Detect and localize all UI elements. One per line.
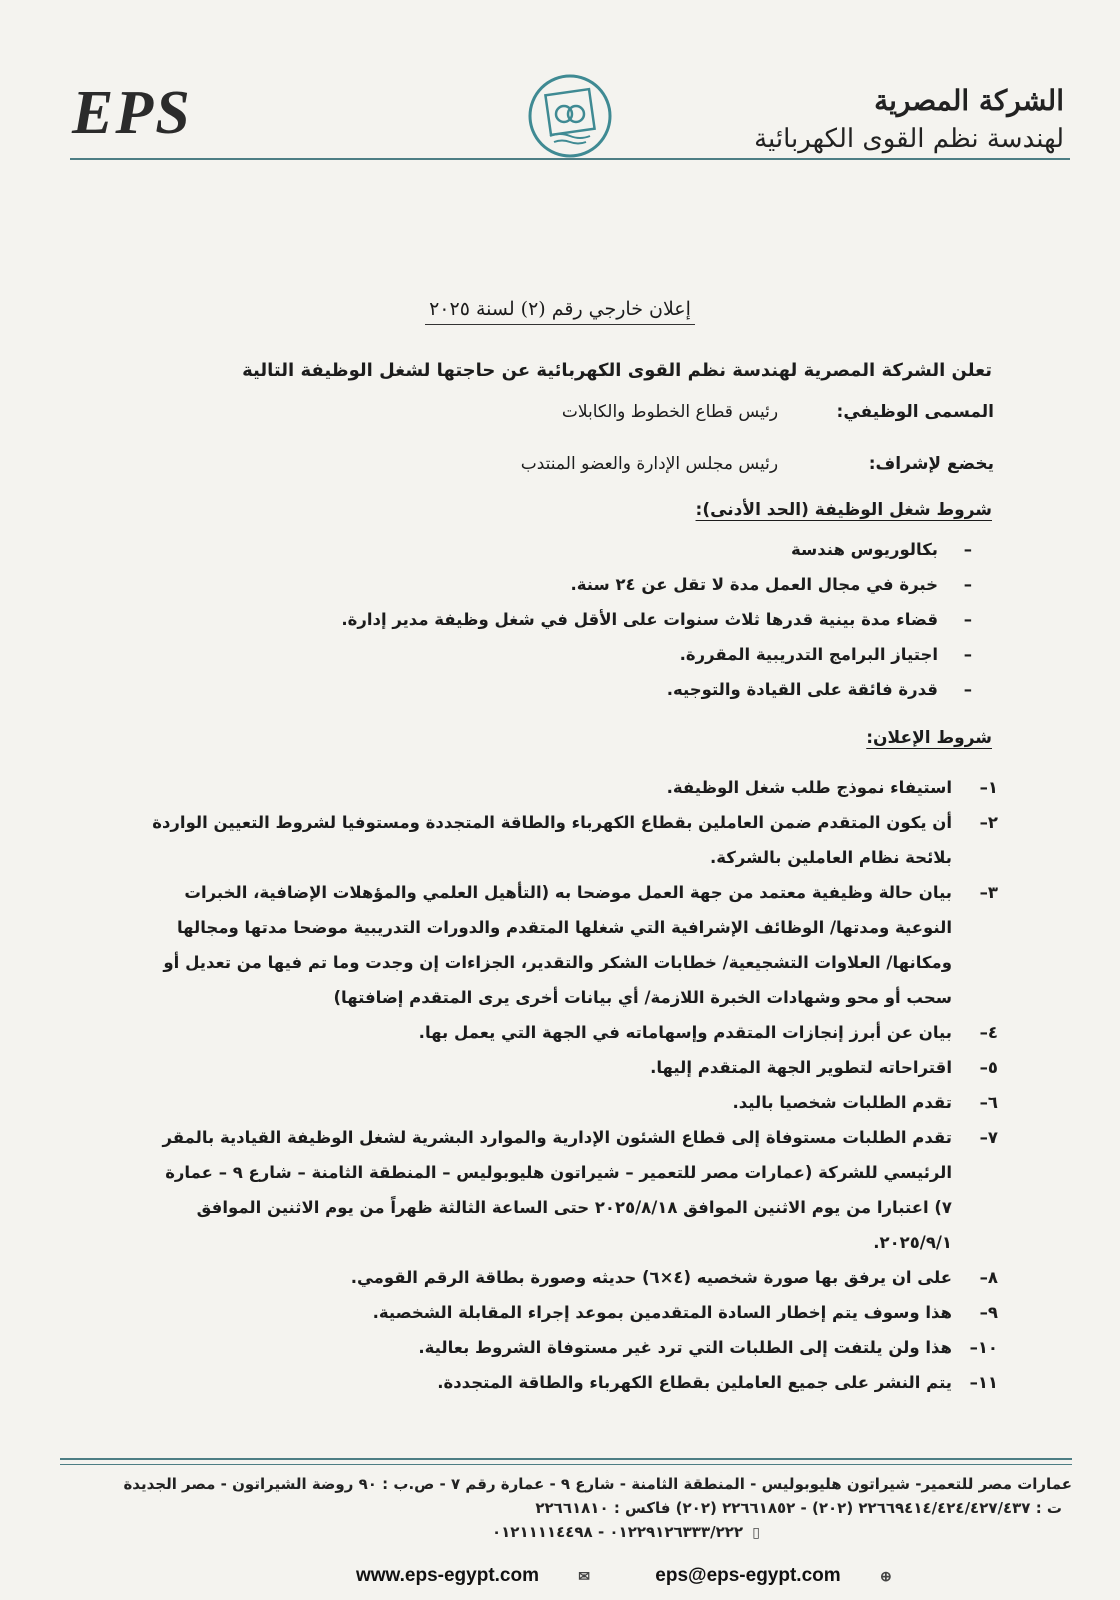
item-number: ١– <box>979 778 998 797</box>
item-number: ٢– <box>979 813 998 832</box>
company-name-line1: الشركة المصرية <box>874 84 1064 117</box>
company-emblem-icon <box>526 72 614 160</box>
announcement-title-text: إعلان خارجي رقم (٢) لسنة ٢٠٢٥ <box>425 298 695 325</box>
list-item <box>150 875 998 1015</box>
item-number: ٣– <box>979 883 998 902</box>
list-item <box>150 1260 998 1295</box>
list-item: – قدرة فائقة على القيادة والتوجيه. <box>341 680 972 715</box>
supervisor-row <box>521 454 994 474</box>
list-item <box>150 805 998 875</box>
item-text: أن يكون المتقدم ضمن العاملين بقطاع الكهرباء والطاقة المتجددة ومستوفيا لشروط التعيين الواردة بلائحة نظام العاملين بالشركة. <box>152 813 952 867</box>
list-item <box>150 1015 998 1050</box>
item-number: ٨– <box>979 1268 998 1287</box>
eps-logo: EPS <box>72 79 192 147</box>
item-text: استيفاء نموذج طلب شغل الوظيفة. <box>666 778 952 797</box>
list-item <box>150 1050 998 1085</box>
conditions-heading: شروط الإعلان: <box>866 728 992 748</box>
footer-mobiles-text: ٠١٢٢٩١٢٦٣٣٣/٢٢٢ - ٠١٢١١١١٤٤٩٨ <box>492 1523 744 1541</box>
footer-divider-thin <box>60 1464 1072 1465</box>
list-item <box>150 1085 998 1120</box>
footer-phones: ت : ٢٢٦٦٩٤١٤/٤٢٤/٤٢٧/٤٣٧ (٢٠٢) - ٢٢٦٦١٨٥٢ (٢٠٢) فاكس : ٢٢٦٦١٨١٠ <box>535 1499 1062 1517</box>
job-title-value: رئيس قطاع الخطوط والكابلات <box>561 402 779 422</box>
item-text: اقتراحاته لتطوير الجهة المتقدم إليها. <box>650 1058 952 1077</box>
item-text: هذا وسوف يتم إخطار السادة المتقدمين بموعد إجراء المقابلة الشخصية. <box>372 1303 952 1322</box>
job-title-label: المسمى الوظيفي: <box>836 402 994 422</box>
item-number: ٦– <box>979 1093 998 1112</box>
footer-divider <box>60 1458 1072 1460</box>
footer-contact <box>60 1472 1072 1545</box>
item-number: ٧– <box>979 1128 998 1147</box>
item-text: هذا ولن يلتفت إلى الطلبات التي ترد غير مستوفاة الشروط بعالية. <box>418 1338 952 1357</box>
header-divider <box>70 158 1070 160</box>
email-link[interactable] <box>655 1565 921 1586</box>
supervisor-label: يخضع لإشراف: <box>868 454 994 474</box>
item-number: ٩– <box>979 1303 998 1322</box>
item-number: ١١– <box>969 1373 998 1392</box>
item-number: ٤– <box>979 1023 998 1042</box>
list-item: – بكالوريوس هندسة <box>341 540 972 575</box>
globe-icon: ⊕ <box>879 1568 892 1584</box>
list-item <box>150 1365 998 1400</box>
list-item: – خبرة في مجال العمل مدة لا تقل عن ٢٤ سنة. <box>341 575 972 610</box>
footer-mobiles <box>60 1520 1072 1545</box>
announcement-title <box>0 298 1120 320</box>
list-item: – قضاء مدة بينية قدرها ثلاث سنوات على الأقل في شغل وظيفة مدير إدارة. <box>341 610 972 645</box>
item-text: بيان حالة وظيفية معتمد من جهة العمل موضحا به (التأهيل العلمي والمؤهلات الإضافية، الخبرات النوعية ومدتها/ الوظائف الإشرافية التي شغلها المتقدم والدورات التدريبية موضحا مدتها ومجالها ومكانها/ العلاوات التشجيعية/ خطابات الشكر والتقدير، الجزاءات إن وجدت وما تم فيها من تعديل أو سحب أو محو وشهادات الخبرة اللازمة/ أي بيانات أخرى يرى المتقدم إضافتها) <box>163 883 952 1007</box>
list-item <box>150 1120 998 1260</box>
company-name <box>754 82 1064 158</box>
company-name-line2: لهندسة نظم القوى الكهربائية <box>754 124 1064 154</box>
requirements-list <box>341 540 972 715</box>
conditions-list <box>150 770 998 1400</box>
item-text: تقدم الطلبات شخصيا باليد. <box>732 1093 952 1112</box>
item-number: ٥– <box>979 1058 998 1077</box>
list-item: – اجتياز البرامج التدريبية المقررة. <box>341 645 972 680</box>
item-number: ١٠– <box>969 1338 998 1357</box>
list-item <box>150 1330 998 1365</box>
intro-text: تعلن الشركة المصرية لهندسة نظم القوى الكهربائية عن حاجتها لشغل الوظيفة التالية <box>242 360 992 381</box>
supervisor-value: رئيس مجلس الإدارة والعضو المنتدب <box>520 454 779 474</box>
item-text: تقدم الطلبات مستوفاة إلى قطاع الشئون الإدارية والموارد البشرية لشغل الوظيفة القيادية بالمقر الرئيسي للشركة (عمارات مصر للتعمير – شيراتون هليوبوليس – المنطقة الثامنة – شارع ٩ – عمارة ٧) اعتبارا من يوم الاثنين الموافق ٢٠٢٥/٨/١٨ حتى الساعة الثالثة ظهراً من يوم الاثنين الموافق ٢٠٢٥/٩/١. <box>162 1128 952 1252</box>
footer-address: عمارات مصر للتعمير- شيراتون هليوبوليس - المنطقة الثامنة - شارع ٩ - عمارة رقم ٧ - ص.ب : ٩٠ روضة الشيراتون - مصر الجديدة <box>123 1475 1072 1493</box>
item-text: على ان يرفق بها صورة شخصيه (٤×٦) حديثه وصورة بطاقة الرقم القومي. <box>350 1268 952 1287</box>
footer-web-row <box>356 1565 952 1587</box>
item-text: يتم النشر على جميع العاملين بقطاع الكهرباء والطاقة المتجددة. <box>437 1373 952 1392</box>
requirements-heading: شروط شغل الوظيفة (الحد الأدنى): <box>695 500 992 520</box>
website-text: www.eps-egypt.com <box>356 1565 539 1586</box>
mail-icon: ✉ <box>578 1568 591 1584</box>
list-item <box>150 1295 998 1330</box>
job-title-row <box>562 402 994 422</box>
list-item <box>150 770 998 805</box>
email-text: eps@eps-egypt.com <box>655 1565 841 1586</box>
mobile-icon: ▯ <box>752 1525 760 1541</box>
item-text: بيان عن أبرز إنجازات المتقدم وإسهاماته في الجهة التي يعمل بها. <box>418 1023 952 1042</box>
website-link[interactable] <box>356 1565 620 1586</box>
